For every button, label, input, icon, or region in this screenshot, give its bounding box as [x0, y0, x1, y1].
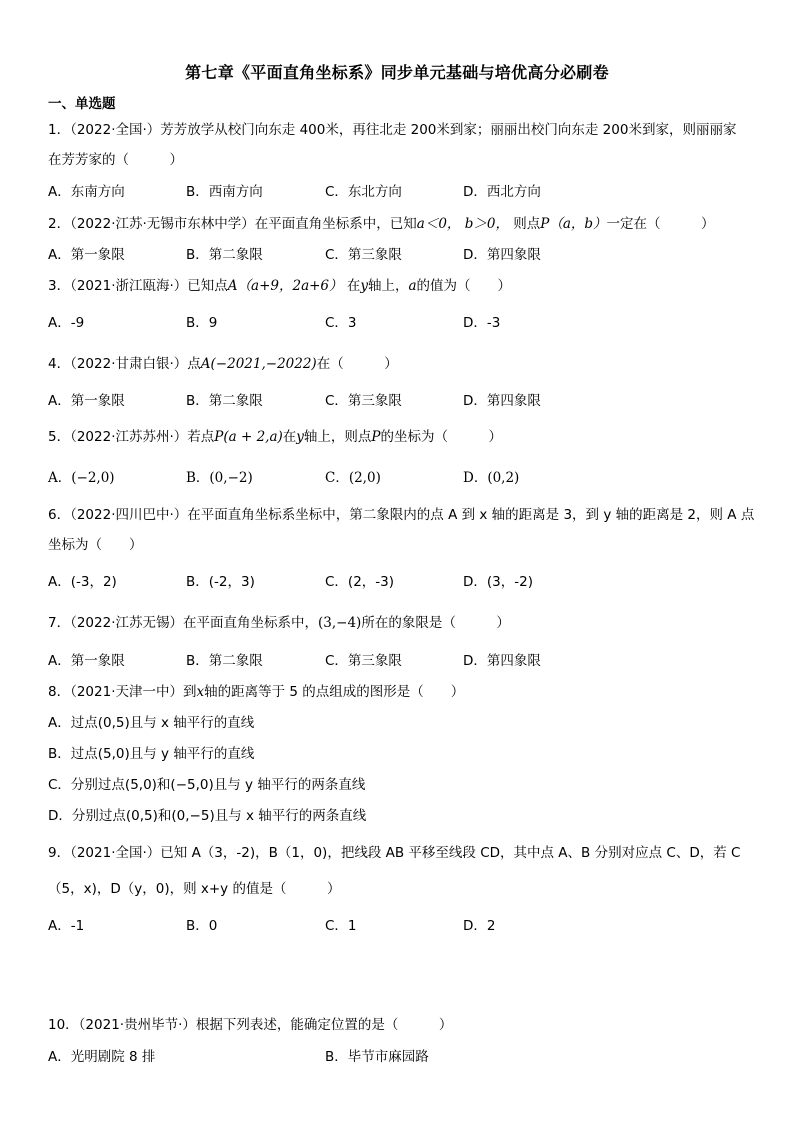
question-8-option-b: B．过点(5,0)且与 y 轴平行的直线 — [48, 746, 255, 762]
question-6-option-b: B．(-2，3) — [186, 574, 255, 590]
question-9-option-d: D．2 — [463, 918, 496, 934]
question-4-point: A(−2021,−2022) — [200, 356, 317, 372]
question-7-option-a: A．第一象限 — [48, 653, 125, 669]
question-5-text-a: 5．（2022·江苏苏州·）若点 — [48, 429, 215, 445]
question-5-text-b: 在 — [282, 429, 297, 445]
question-3-option-a: A．-9 — [48, 315, 85, 331]
question-3-text-a: 3．（2021·浙江瓯海·）已知点 — [48, 278, 228, 294]
question-7-option-b: B．第二象限 — [186, 653, 263, 669]
question-9-option-c: C．1 — [325, 918, 357, 934]
question-7-stem — [48, 611, 510, 631]
question-8-x-var: x — [196, 684, 205, 700]
question-3-stem — [48, 274, 511, 294]
question-2-text-b: 则点 — [513, 216, 541, 232]
question-8-stem — [48, 680, 464, 700]
question-5-stem — [48, 425, 502, 445]
question-3-option-d: D．-3 — [463, 315, 501, 331]
question-3-y-var: y — [360, 278, 368, 294]
question-7-text-b: 所在的象限是（ ） — [361, 615, 510, 631]
question-4-option-d: D．第四象限 — [463, 393, 541, 409]
question-3-point: A（a+9，2a+6） — [227, 278, 343, 294]
question-3-text-d: 的值为（ ） — [416, 278, 512, 294]
question-3-text-b: 在 — [346, 278, 361, 294]
question-2-condition-a: a＜0， — [416, 216, 461, 232]
question-6-stem-line-1: 6．（2022·四川巴中·）在平面直角坐标系坐标中，第二象限内的点 A 到 x 轴的距离是 3，到 y 轴的距离是 2，则 A 点 — [48, 507, 755, 523]
question-5-text-c: 轴上，则点 — [303, 429, 372, 445]
question-5-y-var: y — [296, 429, 304, 445]
question-10-option-a: A．光明剧院 8 排 — [48, 1049, 156, 1065]
question-5-point: P(a + 2,a) — [214, 429, 283, 445]
question-5-option-b: B．(0,−2) — [186, 470, 253, 486]
question-4-text-b: 在（ ） — [316, 356, 398, 372]
question-5-text-d: 的坐标为（ ） — [380, 429, 503, 445]
question-1-option-b: B．西南方向 — [186, 184, 263, 200]
question-4-option-c: C．第三象限 — [325, 393, 402, 409]
question-1-stem-line-2: 在芳芳家的（ ） — [48, 152, 183, 168]
question-8-option-a: A．过点(0,5)且与 x 轴平行的直线 — [48, 715, 255, 731]
question-6-stem-line-2: 坐标为（ ） — [48, 537, 143, 553]
question-8-option-c: C．分别过点(5,0)和(−5,0)且与 y 轴平行的两条直线 — [48, 777, 366, 793]
question-2-stem — [48, 212, 715, 232]
question-2-option-b: B．第二象限 — [186, 247, 263, 263]
question-7-option-d: D．第四象限 — [463, 653, 541, 669]
question-2-point-p: P — [540, 216, 550, 232]
question-5-p-var: P — [371, 429, 381, 445]
question-7-point: (3,−4) — [318, 615, 362, 631]
question-9-option-b: B．0 — [186, 918, 218, 934]
question-2-point-coords: （a，b） — [549, 216, 607, 232]
question-8-text-a: 8．（2021·天津一中）到 — [48, 684, 197, 700]
question-2-option-a: A．第一象限 — [48, 247, 125, 263]
question-8-option-d: D．分别过点(0,5)和(0,−5)且与 x 轴平行的两条直线 — [48, 808, 367, 824]
question-7-text-a: 7．（2022·江苏无锡）在平面直角坐标系中， — [48, 615, 318, 631]
question-3-text-c: 轴上， — [367, 278, 409, 294]
question-9-stem-line-2: （5，x)，D（y，0)，则 x+y 的值是（ ） — [48, 881, 341, 897]
page-title: 第七章《平面直角坐标系》同步单元基础与培优高分必刷卷 — [185, 63, 609, 82]
question-2-condition-b: b＞0， — [464, 216, 509, 232]
question-1-option-a: A．东南方向 — [48, 184, 125, 200]
question-6-option-d: D．(3，-2) — [463, 574, 533, 590]
question-5-option-a: A．(−2,0) — [48, 470, 115, 486]
question-2-text-a: 2．（2022·江苏·无锡市东林中学）在平面直角坐标系中，已知 — [48, 216, 417, 232]
question-1-option-c: C．东北方向 — [325, 184, 402, 200]
question-2-text-c: 一定在（ ） — [606, 216, 715, 232]
question-6-option-a: A．(-3，2) — [48, 574, 117, 590]
question-5-option-d: D．(0,2) — [463, 470, 520, 486]
question-2-option-c: C．第三象限 — [325, 247, 402, 263]
question-5-option-c: C．(2,0) — [325, 470, 381, 486]
question-2-option-d: D．第四象限 — [463, 247, 541, 263]
question-4-option-b: B．第二象限 — [186, 393, 263, 409]
question-1-stem-line-1: 1．（2022·全国·）芳芳放学从校门向东走 400米，再往北走 200米到家；丽丽出校门向东走 200米到家，则丽丽家 — [48, 122, 737, 138]
question-10-option-b: B．毕节市麻园路 — [325, 1049, 429, 1065]
question-10-stem: 10．（2021·贵州毕节·）根据下列表述，能确定位置的是（ ） — [48, 1017, 453, 1033]
question-9-stem-line-1: 9．（2021·全国·）已知 A（3，-2)，B（1，0)，把线段 AB 平移至线段 CD，其中点 A、B 分别对应点 C、D，若 C — [48, 845, 741, 861]
question-3-option-c: C．3 — [325, 315, 357, 331]
question-3-a-var: a — [408, 278, 417, 294]
question-4-text-a: 4．（2022·甘肃白银·）点 — [48, 356, 201, 372]
question-4-stem — [48, 352, 398, 372]
question-1-option-d: D．西北方向 — [463, 184, 541, 200]
question-7-option-c: C．第三象限 — [325, 653, 402, 669]
question-8-text-b: 轴的距离等于 5 的点组成的图形是（ ） — [204, 684, 465, 700]
question-3-option-b: B．9 — [186, 315, 218, 331]
question-6-option-c: C．(2，-3) — [325, 574, 395, 590]
question-9-option-a: A．-1 — [48, 918, 85, 934]
section-heading: 一、单选题 — [48, 96, 116, 112]
question-4-option-a: A．第一象限 — [48, 393, 125, 409]
